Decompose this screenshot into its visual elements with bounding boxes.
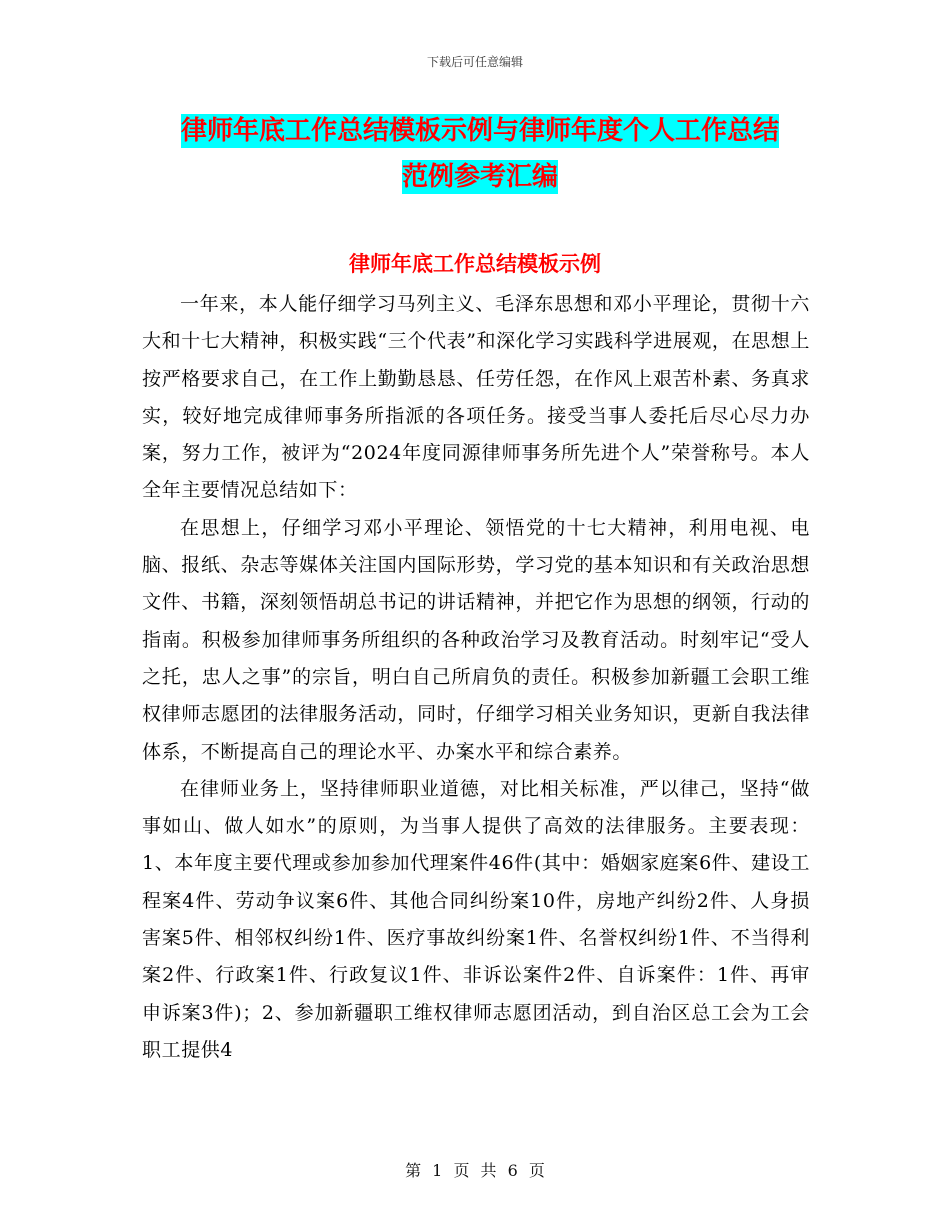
paragraph: 一年来，本人能仔细学习马列主义、毛泽东思想和邓小平理论，贯彻十六大和十七大精神，积极实践“三个代表”和深化学习实践科学进展观，在思想上按严格要求自己，在工作上勤勤恳恳、任劳任怨，在作风上艰苦朴素、务真求实，较好地完成律师事务所指派的各项任务。接受当事人委托后尽心尽力办案，努力工作，被评为“2024年度同源律师事务所先进个人”荣誉称号。本人全年主要情况总结如下： [142,293,810,502]
section-heading: 律师年底工作总结模板示例 [349,252,601,276]
header-note: 下载后可任意编辑 [426,55,523,69]
document-title-line-2: 范例参考汇编 [401,162,558,192]
document-title [140,108,820,200]
paragraph: 在思想上，仔细学习邓小平理论、领悟党的十七大精神，利用电视、电脑、报纸、杂志等媒体关注国内国际形势，学习党的基本知识和有关政治思想文件、书籍，深刻领悟胡总书记的讲话精神，并把它作为思想的纲领，行动的指南。积极参加律师事务所组织的各种政治学习及教育活动。时刻牢记“受人之托，忠人之事”的宗旨，明白自己所肩负的责任。积极参加新疆工会职工维权律师志愿团的法律服务活动，同时，仔细学习相关业务知识，更新自我法律体系，不断提高自己的理论水平、办案水平和综合素养。 [142,516,810,763]
body-text [142,286,810,1069]
document-title-line-1: 律师年底工作总结模板示例与律师年度个人工作总结 [180,116,779,146]
paragraph: 在律师业务上，坚持律师职业道德，对比相关标准，严以律己，坚持“做事如山、做人如水”的原则，为当事人提供了高效的法律服务。主要表现：1、本年度主要代理或参加参加代理案件46件(其中：婚姻家庭案6件、建设工程案4件、劳动争议案6件、其他合同纠纷案10件，房地产纠纷2件、人身损害案5件、相邻权纠纷1件、医疗事故纠纷案1件、名誉权纠纷1件、不当得利案2件、行政案1件、行政复议1件、非诉讼案件2件、自诉案件：1件、再审申诉案3件)；2、参加新疆职工维权律师志愿团活动，到自治区总工会为工会职工提供4 [142,777,810,1061]
page-number-footer: 第 1 页 共 6 页 [405,1161,545,1180]
